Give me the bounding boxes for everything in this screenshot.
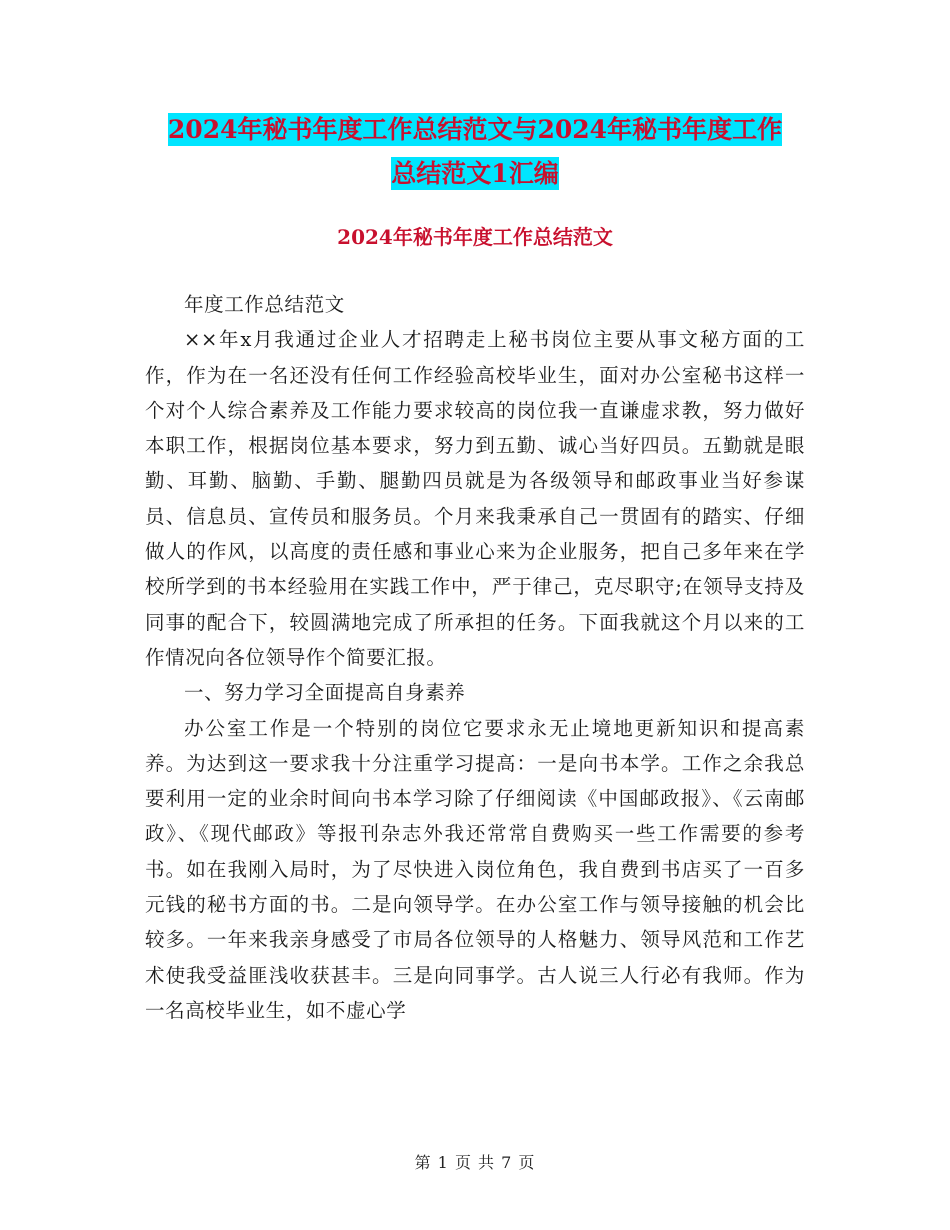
page-footer: 第 1 页 共 7 页: [414, 1153, 536, 1172]
document-body: [145, 287, 805, 1028]
paragraph: 一、努力学习全面提高自身素养: [184, 681, 466, 705]
paragraph: ××年x月我通过企业人才招聘走上秘书岗位主要从事文秘方面的工作，作为在一名还没有任何工作经验高校毕业生，面对办公室秘书这样一个对个人综合素养及工作能力要求较高的岗位我一直谦虚求教，努力做好本职工作，根据岗位基本要求，努力到五勤、诚心当好四员。五勤就是眼勤、耳勤、脑勤、手勤、腿勤四员就是为各级领导和邮政事业当好参谋员、信息员、宣传员和服务员。个月来我秉承自己一贯固有的踏实、仔细做人的作风，以高度的责任感和事业心来为企业服务，把自己多年来在学校所学到的书本经验用在实践工作中，严于律己，克尽职守;在领导支持及同事的配合下，较圆满地完成了所承担的任务。下面我就这个月以来的工作情况向各位领导作个简要汇报。: [145, 328, 805, 669]
section-title: 2024年秘书年度工作总结范文: [337, 225, 613, 249]
document-title-line1: [0, 106, 950, 154]
document-title-line2: [0, 150, 950, 198]
paragraph: 年度工作总结范文: [184, 293, 345, 316]
title-highlight: 总结范文1汇编: [391, 159, 559, 188]
title-highlight: 2024年秘书年度工作总结范文与2024年秘书年度工作: [167, 115, 783, 144]
paragraph: 办公室工作是一个特别的岗位它要求永无止境地更新知识和提高素养。为达到这一要求我十分注重学习提高：一是向书本学。工作之余我总要利用一定的业余时间向书本学习除了仔细阅读《中国邮政报》、《云南邮政》、《现代邮政》等报刊杂志外我还常常自费购买一些工作需要的参考书。如在我刚入局时，为了尽快进入岗位角色，我自费到书店买了一百多元钱的秘书方面的书。二是向领导学。在办公室工作与领导接触的机会比较多。一年来我亲身感受了市局各位领导的人格魅力、领导风范和工作艺术使我受益匪浅收获甚丰。三是向同事学。古人说三人行必有我师。作为一名高校毕业生，如不虚心学: [145, 716, 805, 1022]
